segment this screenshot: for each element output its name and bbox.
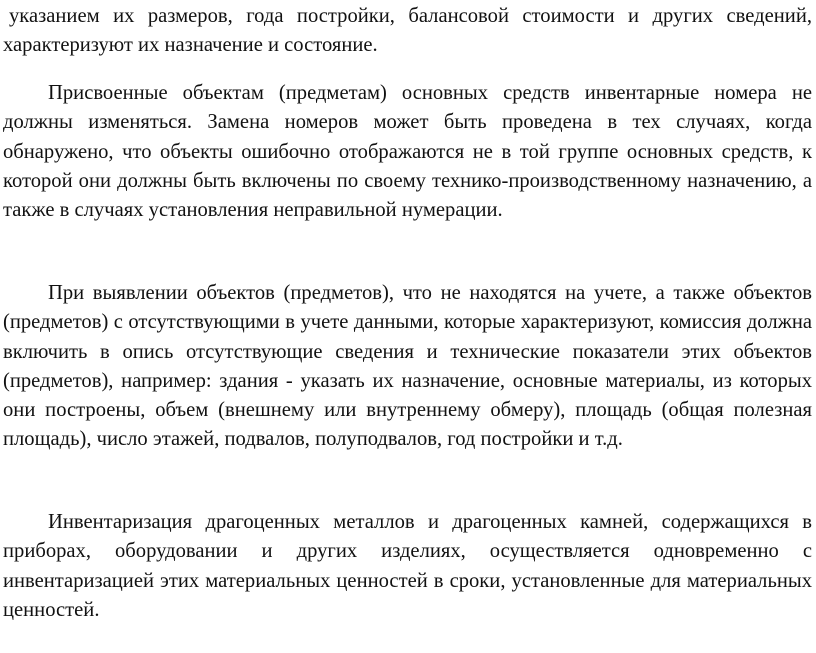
paragraph-precious-metals: Инвентаризация драгоценных металлов и драгоценных камней, содержащихся в приборах, оборудовании и других изделиях, осуществляется одновременно с инвентаризацией этих материальных ценностей в сроки, установленные для материальных ценностей. [3,511,812,621]
paragraph-unrecorded-objects: При выявлении объектов (предметов), что не находятся на учете, а также объектов (предметов) с отсутствующими в учете данными, которые характеризуют, комиссия должна включить в опись отсутствующие сведения и технические показатели этих объектов (предметов), например: здания - указать их назначение, основные материалы, из которых они построены, объем (внешнему или внутреннему обмеру), площадь (общая полезная площадь), число этажей, подвалов, полуподвалов, год постройки и т.д. [3,282,812,451]
paragraph-inventory-numbers: Присвоенные объектам (предметам) основных средств инвентарные номера не должны изменяться. Замена номеров может быть проведена в тех случаях, когда обнаружено, что объекты ошибочно отображаются не в той группе основных средств, к которой они должны быть включены по своему технико-производственному назначению, а также в случаях установления неправильной нумерации. [3,82,812,222]
paragraph-continuation [3,2,812,61]
paragraph-text: указанием их размеров, года постройки, балансовой стоимости и других сведений, характеризуют их назначение и состояние. [3,5,812,57]
